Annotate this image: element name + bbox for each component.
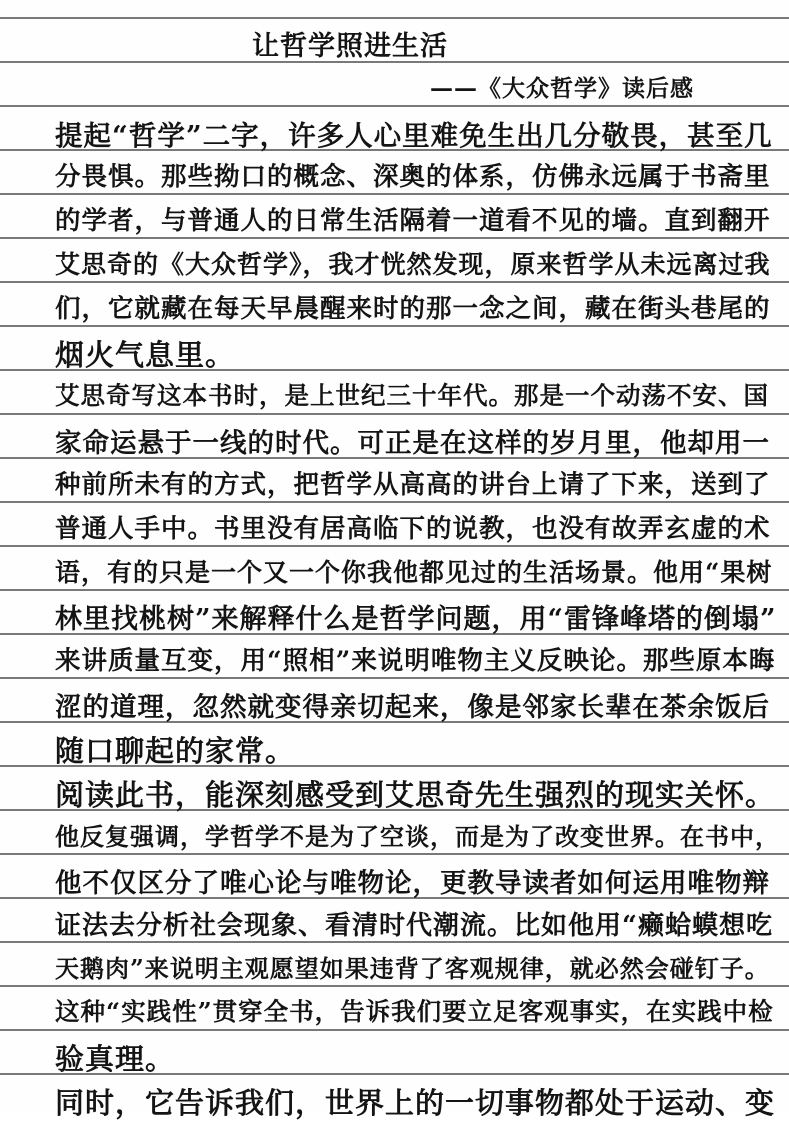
text-line: 阅读此书，能深刻感受到艾思奇先生强烈的现实关怀。 xyxy=(55,778,776,812)
text-line: 艾思奇的《大众哲学》，我才恍然发现，原来哲学从未远离过我 xyxy=(55,250,771,279)
text-line: 普通人手中。书里没有居高临下的说教，也没有故弄玄虚的术 xyxy=(55,514,771,544)
text-line: 们，它就藏在每天早晨醒来时的那一念之间，藏在街头巷尾的 xyxy=(55,294,771,324)
text-line: 他不仅区分了唯心论与唯物论，更教导读者如何运用唯物辩 xyxy=(55,868,770,899)
text-line: 来讲质量互变，用“照相”来说明唯物主义反映论。那些原本晦 xyxy=(55,646,776,676)
text-line: 种前所未有的方式，把哲学从高高的讲台上请了下来，送到了 xyxy=(55,470,771,500)
essay-subtitle: ——《大众哲学》读后感 xyxy=(430,75,694,102)
text-line: 烟火气息里。 xyxy=(55,338,236,372)
text-line: 语，有的只是一个又一个你我他都见过的生活场景。他用“果树 xyxy=(55,558,773,587)
text-line: 林里找桃树”来解释什么是哲学问题，用“雷锋峰塔的倒塌” xyxy=(55,604,777,635)
text-line: 的学者，与普通人的日常生活隔着一道看不见的墙。直到翻开 xyxy=(55,206,771,236)
text-line: 天鹅肉”来说明主观愿望如果违背了客观规律，就必然会碰钉子。 xyxy=(55,954,770,983)
text-line: 他反复强调，学哲学不是为了空谈，而是为了改变世界。在书中， xyxy=(55,822,780,851)
text-line: 同时，它告诉我们，世界上的一切事物都处于运动、变 xyxy=(55,1086,776,1120)
text-line: 涩的道理，忽然就变得亲切起来，像是邻家长辈在茶余饭后 xyxy=(55,692,770,723)
essay-title: 让哲学照进生活 xyxy=(252,31,448,62)
text-line: 证法去分析社会现象、看清时代潮流。比如他用“癞蛤蟆想吃 xyxy=(55,911,773,941)
text-line: 家命运悬于一线的时代。可正是在这样的岁月里，他却用一 xyxy=(55,428,770,459)
text-line: 验真理。 xyxy=(55,1042,176,1076)
text-line: 分畏惧。那些拗口的概念、深奥的体系，仿佛永远属于书斋里 xyxy=(55,162,771,192)
text-line: 这种“实践性”贯穿全书，告诉我们要立足客观事实，在实践中检 xyxy=(55,997,774,1026)
text-line: 随口聊起的家常。 xyxy=(55,734,296,768)
text-line: 提起“哲学”二字，许多人心里难免生出几分敬畏，甚至几 xyxy=(55,120,773,152)
text-line: 艾思奇写这本书时，是上世纪三十年代。那是一个动荡不安、国 xyxy=(55,381,769,410)
